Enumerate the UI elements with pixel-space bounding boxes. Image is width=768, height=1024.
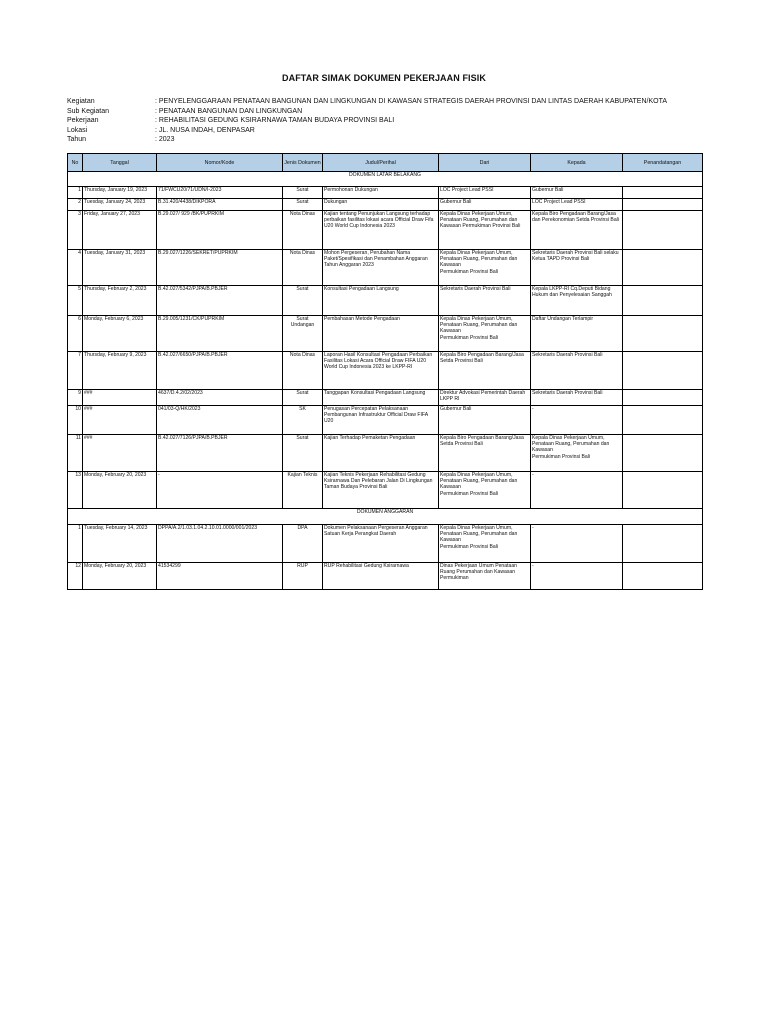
- cell-jenis: Kajian Teknis: [283, 472, 323, 509]
- cell-penandatangan: [623, 286, 703, 316]
- cell-judul: Kajian Terhadap Pemaketan Pengadaan: [323, 435, 439, 472]
- cell-nomor: DPPA/A.2/1.03.1.04.2.10.01.0000/001/2023: [157, 525, 283, 563]
- cell-nomor: B.29.027/ 929 /BK/PUPRKIM: [157, 211, 283, 250]
- meta-row-pekerjaan: [67, 116, 667, 126]
- meta-row-kegiatan: [67, 97, 667, 107]
- cell-tanggal: Monday, February 20, 2023: [83, 472, 157, 509]
- meta-block: [67, 97, 667, 145]
- cell-nomor: 41534299: [157, 563, 283, 590]
- cell-penandatangan: [623, 563, 703, 590]
- cell-tanggal: Thursday, January 19, 2023: [83, 187, 157, 199]
- cell-nomor: -: [157, 472, 283, 509]
- cell-tanggal: ###: [83, 435, 157, 472]
- table-row: [68, 563, 703, 590]
- cell-penandatangan: [623, 316, 703, 352]
- cell-dari: Sekretaris Daerah Provinsi Bali: [439, 286, 531, 316]
- meta-label: Sub Kegiatan: [67, 107, 110, 115]
- cell-no: 13: [68, 472, 83, 509]
- table-row: [68, 286, 703, 316]
- table-row: [68, 525, 703, 563]
- cell-jenis: Nota Dinas: [283, 352, 323, 390]
- cell-penandatangan: [623, 390, 703, 406]
- table-body-anggaran: [68, 509, 703, 590]
- cell-penandatangan: [623, 406, 703, 435]
- cell-judul: Konsultasi Pengadaan Langsung: [323, 286, 439, 316]
- cell-judul: Permohonan Dukungan: [323, 187, 439, 199]
- section-row: [68, 172, 703, 187]
- cell-kepada: Kepala Dinas Pekerjaan Umum, Penataan Ruang, Perumahan dan Kawasan Permukiman Provinsi Bali: [531, 435, 623, 472]
- cell-no: 9: [68, 390, 83, 406]
- cell-dari: Gubernur Bali: [439, 199, 531, 211]
- table-row: [68, 199, 703, 211]
- cell-jenis: Surat: [283, 390, 323, 406]
- cell-no: 7: [68, 352, 83, 390]
- cell-judul: Laporan Hasil Konsultasi Pengadaan Perbaikan Fasilitas Lokasi Acara Official Draw FIFA U20 World Cup Indonesia 2023 ke LKPP-RI: [323, 352, 439, 390]
- cell-nomor: B.31.420/4438/DIKPORA: [157, 199, 283, 211]
- table-row: [68, 316, 703, 352]
- cell-penandatangan: [623, 199, 703, 211]
- section-title-latar: DOKUMEN LATAR BELAKANG: [68, 172, 703, 187]
- cell-jenis: Surat: [283, 286, 323, 316]
- cell-penandatangan: [623, 472, 703, 509]
- section-row: [68, 509, 703, 525]
- document-table: [67, 153, 703, 590]
- table-body-latar: [68, 172, 703, 509]
- cell-no: 4: [68, 250, 83, 286]
- cell-no: 11: [68, 435, 83, 472]
- table-row: [68, 250, 703, 286]
- meta-value: : JL. NUSA INDAH, DENPASAR: [155, 126, 255, 134]
- meta-label: Tahun: [67, 136, 87, 144]
- cell-judul: Kajian Teknis Pekerjaan Rehabilitasi Gedung Ksirarnawa Dan Pelebaran Jalan Di Lingkungan Taman Budaya Provinsi Bali: [323, 472, 439, 509]
- cell-dari: Kepala Dinas Pekerjaan Umum, Penataan Ruang, Perumahan dan Kawasan Permukiman Provinsi Bali: [439, 472, 531, 509]
- cell-dari: Kepala Dinas Pekerjaan Umum, Penataan Ruang, Perumahan dan Kawasan Permukiman Provinsi Bali: [439, 525, 531, 563]
- cell-penandatangan: [623, 187, 703, 199]
- cell-dari: Kepala Dinas Pekerjaan Umum, Penataan Ruang, Perumahan dan Kawasan Permukiman Provinsi Bali: [439, 316, 531, 352]
- cell-judul: Dukungan: [323, 199, 439, 211]
- cell-kepada: Kepala Biro Pengadaan Barang/Jasa dan Perekonomian Setda Provinsi Bali: [531, 211, 623, 250]
- cell-nomor: 041/03-Q/HK/2023: [157, 406, 283, 435]
- table-row: [68, 406, 703, 435]
- cell-kepada: -: [531, 563, 623, 590]
- meta-value: : PENATAAN BANGUNAN DAN LINGKUNGAN: [155, 107, 303, 115]
- cell-judul: Kajian tentang Penunjukan Langsung terhadap perbaikan fasilitas lokasi acara Official Draw Fifa U20 World Cup Indonesia 2023: [323, 211, 439, 250]
- cell-judul: RUP Rehabilitasi Gedung Ksirarnawa: [323, 563, 439, 590]
- header-dari: Dari: [439, 154, 531, 172]
- cell-judul: Dokumen Pelaksanaan Pergeseran Anggaran Satuan Kerja Perangkat Daerah: [323, 525, 439, 563]
- cell-kepada: Sekretaris Daerah Provinsi Bali: [531, 352, 623, 390]
- cell-jenis: SK: [283, 406, 323, 435]
- cell-dari: Kepala Biro Pengadaan Barang/Jasa Setda Provinsi Bali: [439, 352, 531, 390]
- cell-dari: Kepala Dinas Pekerjaan Umum, Penataan Ruang, Perumahan dan Kawasan Permukiman Provinsi Bali: [439, 211, 531, 250]
- cell-no: 1: [68, 525, 83, 563]
- cell-jenis: Nota Dinas: [283, 211, 323, 250]
- cell-penandatangan: [623, 352, 703, 390]
- cell-dari: Kepala Biro Pengadaan Barang/Jasa Setda Provinsi Bali: [439, 435, 531, 472]
- cell-nomor: B.29.027/1226/SEKRET/PUPRKIM: [157, 250, 283, 286]
- cell-dari: LOC Project Lead PSSI: [439, 187, 531, 199]
- table-header-row: [68, 154, 703, 172]
- table-row: [68, 390, 703, 406]
- header-kepada: Kepada: [531, 154, 623, 172]
- cell-tanggal: Thursday, February 9, 2023: [83, 352, 157, 390]
- cell-dari: Kepala Dinas Pekerjaan Umum, Penataan Ruang, Perumahan dan Kawasan Permukiman Provinsi Bali: [439, 250, 531, 286]
- cell-jenis: Nota Dinas: [283, 250, 323, 286]
- table-row: [68, 352, 703, 390]
- cell-judul: Mohon Pergeseran, Perubahan Nama Paket/Spesifikasi dan Penambahan Anggaran Tahun Anggaran 2023: [323, 250, 439, 286]
- cell-no: 10: [68, 406, 83, 435]
- header-jenis: Jenis Dokumen: [283, 154, 323, 172]
- meta-label: Lokasi: [67, 126, 88, 134]
- cell-tanggal: Thursday, February 2, 2023: [83, 286, 157, 316]
- cell-nomor: 4637/D.4.2/02/2023: [157, 390, 283, 406]
- cell-dari: Dinas Pekerjaan Umum Penataan Ruang Perumahan dan Kawasan Permukiman: [439, 563, 531, 590]
- cell-kepada: Sekretaris Daerah Provinsi Bali: [531, 390, 623, 406]
- cell-no: 6: [68, 316, 83, 352]
- cell-kepada: -: [531, 472, 623, 509]
- cell-kepada: -: [531, 406, 623, 435]
- cell-no: 3: [68, 211, 83, 250]
- header-penandatangan: Penandatangan: [623, 154, 703, 172]
- cell-no: 1: [68, 187, 83, 199]
- cell-kepada: Kepala LKPP-RI Cq.Deputi Bidang Hukum dan Penyelesaian Sanggah: [531, 286, 623, 316]
- cell-judul: Tanggapan Konsultasi Pengadaan Langsung: [323, 390, 439, 406]
- header-judul: Judul/Perihal: [323, 154, 439, 172]
- cell-tanggal: Tuesday, January 31, 2023: [83, 250, 157, 286]
- cell-jenis: Surat Undangan: [283, 316, 323, 352]
- cell-nomor: B.29.005/1231/CK/PUPRKIM: [157, 316, 283, 352]
- cell-tanggal: ###: [83, 390, 157, 406]
- cell-kepada: -: [531, 525, 623, 563]
- cell-dari: Gubernur Bali: [439, 406, 531, 435]
- cell-no: 12: [68, 563, 83, 590]
- cell-nomor: 71/FWCU20/71/UDN/I-2023: [157, 187, 283, 199]
- cell-jenis: RUP: [283, 563, 323, 590]
- meta-row-lokasi: [67, 126, 667, 136]
- cell-jenis: Surat: [283, 199, 323, 211]
- header-tanggal: Tanggal: [83, 154, 157, 172]
- cell-tanggal: Tuesday, January 24, 2023: [83, 199, 157, 211]
- section-title-anggaran: DOKUMEN ANGGARAN: [68, 509, 703, 525]
- header-nomor: Nomor/Kode: [157, 154, 283, 172]
- document-title: DAFTAR SIMAK DOKUMEN PEKERJAAN FISIK: [282, 73, 486, 83]
- cell-judul: Penugasan Percepatan Pelaksanaan Pembangunan Infrastruktur Official Draw FIFA U20: [323, 406, 439, 435]
- cell-penandatangan: [623, 525, 703, 563]
- header-no: No: [68, 154, 83, 172]
- cell-tanggal: ###: [83, 406, 157, 435]
- cell-nomor: B.42.027/7126/PJPA/B.PBJER: [157, 435, 283, 472]
- table-row: [68, 211, 703, 250]
- cell-kepada: LOC Project Lead PSSI: [531, 199, 623, 211]
- table-row: [68, 472, 703, 509]
- cell-tanggal: Monday, February 6, 2023: [83, 316, 157, 352]
- cell-judul: Pembahasan Metode Pengadaan: [323, 316, 439, 352]
- cell-kepada: Sekretaris Daerah Provinsi Bali selaku Ketua TAPD Provinsi Bali: [531, 250, 623, 286]
- meta-row-sub-kegiatan: [67, 107, 667, 117]
- table-row: [68, 187, 703, 199]
- cell-kepada: Gubernur Bali: [531, 187, 623, 199]
- meta-value: : REHABILITASI GEDUNG KSIRARNAWA TAMAN BUDAYA PROVINSI BALI: [155, 117, 395, 125]
- cell-penandatangan: [623, 250, 703, 286]
- cell-no: 5: [68, 286, 83, 316]
- cell-jenis: Surat: [283, 187, 323, 199]
- meta-value: : 2023: [155, 136, 175, 144]
- meta-label: Kegiatan: [67, 98, 95, 105]
- cell-tanggal: Tuesday, February 14, 2023: [83, 525, 157, 563]
- cell-dari: Direktur Advokasi Pemerintah Daerah LKPP RI: [439, 390, 531, 406]
- cell-penandatangan: [623, 211, 703, 250]
- cell-nomor: B.42.027/5342/PJPA/B.PBJER: [157, 286, 283, 316]
- cell-no: 2: [68, 199, 83, 211]
- meta-value: : PENYELENGGARAAN PENATAAN BANGUNAN DAN LINGKUNGAN DI KAWASAN STRATEGIS DAERAH PROVINSI DAN LINTAS DAERAH KABUPATEN/KOTA: [155, 98, 668, 105]
- cell-penandatangan: [623, 435, 703, 472]
- cell-tanggal: Friday, January 27, 2023: [83, 211, 157, 250]
- cell-jenis: Surat: [283, 435, 323, 472]
- meta-row-tahun: [67, 135, 667, 145]
- table-row: [68, 435, 703, 472]
- cell-kepada: Daftar Undangan Terlampir: [531, 316, 623, 352]
- cell-tanggal: Monday, February 20, 2023: [83, 563, 157, 590]
- meta-label: Pekerjaan: [67, 117, 99, 125]
- cell-jenis: DPA: [283, 525, 323, 563]
- cell-nomor: B.42.027/6650/PJPA/B.PBJER: [157, 352, 283, 390]
